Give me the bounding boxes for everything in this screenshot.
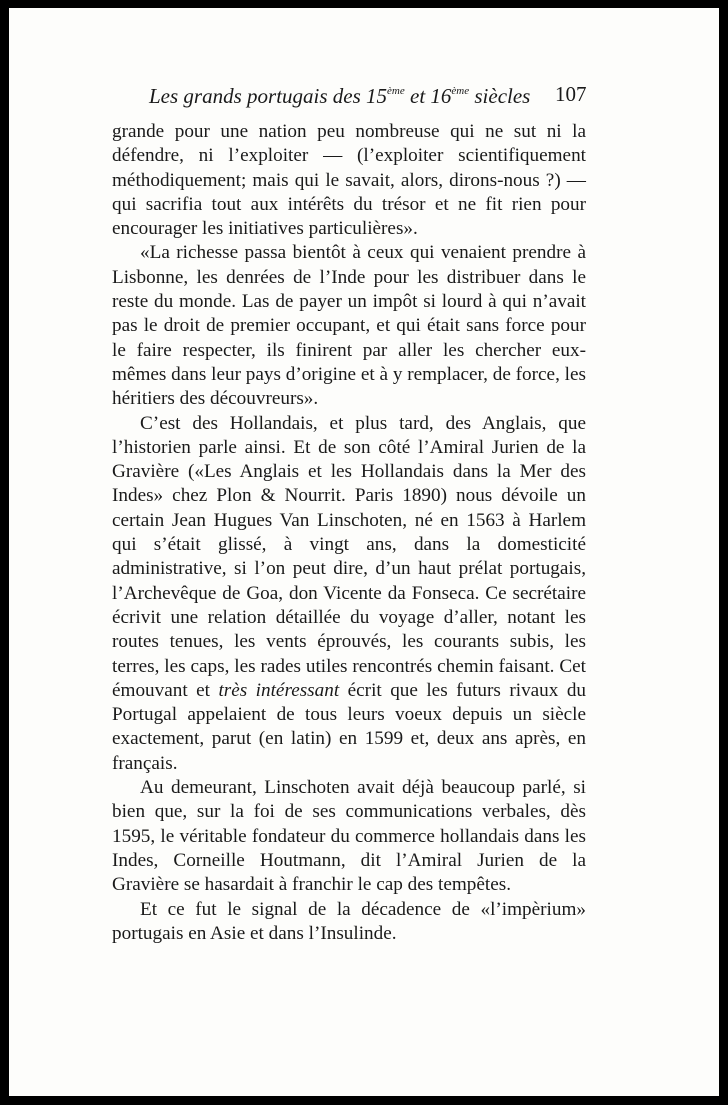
body-text <box>112 120 586 946</box>
paragraph-2: «La richesse passa bientôt à ceux qui venaient prendre à Lisbonne, les denrées de l’Inde pour les distribuer dans le reste du monde. Las de payer un impôt si lourd à qui n’avait pas le droit de premier occupant, et qui était sans force pour le faire respecter, ils finirent par aller les chercher eux-mêmes dans leur pays d’origine et à y remplacer, de force, les héritiers des découvreurs». <box>112 242 586 410</box>
running-header <box>149 78 593 109</box>
running-title-part-2: et 16 <box>404 84 452 108</box>
running-title-part-1: Les grands portugais des 15 <box>149 84 388 108</box>
running-title-part-3: siècles <box>469 84 531 108</box>
paragraph-3-part-b: écrit que les futurs rivaux du Portugal appelaient de tous leurs voeux depuis un siècle exactement, parut (en latin) en 1599 et, deux ans après, en français. <box>112 679 587 774</box>
superscript-eme-1: ème <box>387 85 405 97</box>
paragraph-4: Au demeurant, Linschoten avait déjà beaucoup parlé, si bien que, sur la foi de ses communications verbales, dès 1595, le véritable fondateur du commerce hollandais dans les Indes, Corneille Houtmann, dit l’Amiral Jurien de la Gravière se hasardait à franchir le cap des tempêtes. <box>112 777 586 896</box>
paragraph-3-italic: très intéressant <box>218 679 340 701</box>
paragraph-3-part-a: C’est des Hollandais, et plus tard, des Anglais, que l’historien parle ainsi. Et de son côté l’Amiral Jurien de la Gravière («Les Anglais et les Hollandais dans la Mer des Indes» chez Plon & Nourrit. Paris 1890) nous dévoile un certain Jean Hugues Van Linschoten, né en 1563 à Harlem qui s’était glissé, à vingt ans, dans la domesticité administrative, si l’on peut dire, d’un haut prélat portugais, l’Archevêque de Goa, don Vicente da Fonseca. Ce secrétaire écrivit une relation détaillée du voyage d’aller, notant les routes tenues, les vents éprouvés, les courants subis, les terres, les caps, les rades utiles rencontrés chemin faisant. Cet émouvant et <box>112 412 586 701</box>
paragraph-1: grande pour une nation peu nombreuse qui ne sut ni la défendre, ni l’exploiter — (l’exploiter scientifiquement méthodiquement; mais qui le savait, alors, dirons-nous ?) — qui sacrifia tout aux intérêts du trésor et ne fit rien pour encourager les initiatives particulières». <box>112 121 586 240</box>
superscript-eme-2: ème <box>451 85 470 97</box>
paragraph-3 <box>112 412 586 776</box>
page-number: 107 <box>555 82 587 106</box>
paragraph-5: Et ce fut le signal de la décadence de «l’impèrium» portugais en Asie et dans l’Insulinde. <box>112 898 586 944</box>
